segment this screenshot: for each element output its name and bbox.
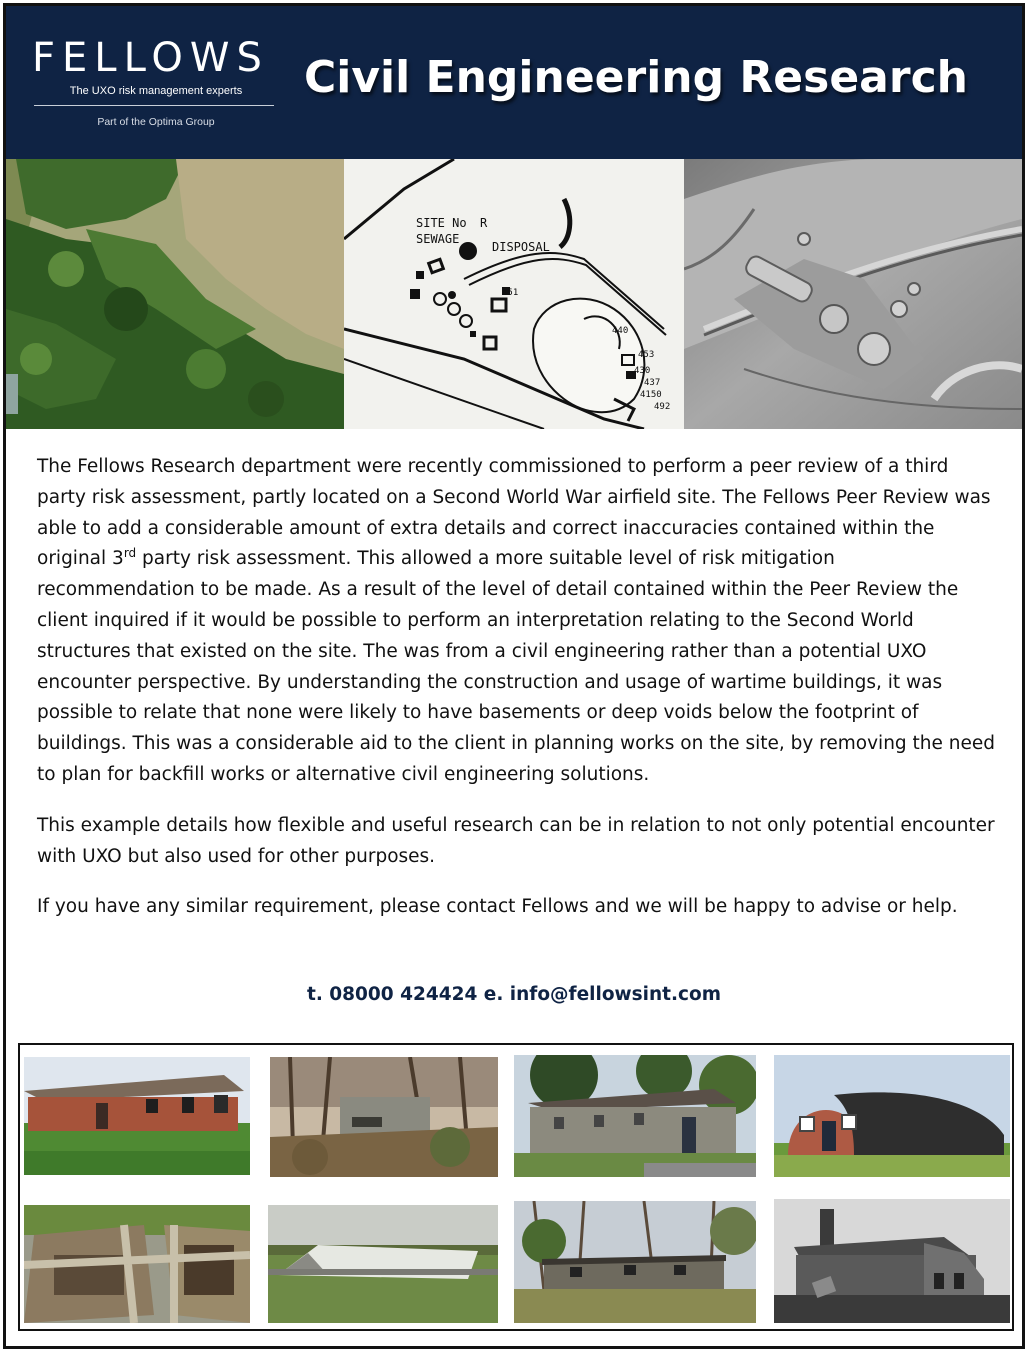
logo-tagline: The UXO risk management experts <box>69 85 243 97</box>
map-label-disposal: DISPOSAL <box>492 240 550 254</box>
contact-line: t. 08000 424424 e. info@fellowsint.com <box>306 984 721 1005</box>
wartime-site-map <box>344 159 684 429</box>
gallery-photo-woodland-bunker <box>270 1057 498 1177</box>
map-label-451: 451 <box>502 288 519 298</box>
aerial-photo <box>6 159 344 429</box>
body-paragraph-2: This example details how flexible and useful research can be in relation to not only potential encounter with UXO but also used for other purposes. <box>37 814 995 867</box>
banner-images <box>6 159 1022 429</box>
gallery-photo-brick-foundations <box>24 1205 250 1323</box>
gallery-photo-mono-building <box>774 1199 1010 1323</box>
logo-divider <box>34 105 274 106</box>
flyer-page <box>3 3 1025 1349</box>
map-label-437: 437 <box>644 378 661 388</box>
gallery-photo-timber-hut <box>514 1055 756 1177</box>
page-title: Civil Engineering Research <box>304 52 968 103</box>
body-paragraph-1: The Fellows Research department were recently commissioned to perform a peer review of a third party risk assessment, partly located on a Second World War airfield site. The Fellows Peer Review was able to add a considerable amount of extra details and correct inaccuracies contained within the original 3rd party risk assessment. This allowed a more suitable level of risk mitigation recommendation to be made. As a result of the level of detail contained within the Peer Review the client inquired if it would be possible to perform an interpretation relating to the Second World structures that existed on the site. The was from a civil engineering rather than a potential UXO encounter perspective. By understanding the construction and usage of wartime buildings, it was possible to relate that none were likely to have basements or deep voids below the footprint of buildings. This was a considerable aid to the client in planning works on the site, by removing the need to plan for backfill works or alternative civil engineering solutions. <box>37 456 996 785</box>
map-label-453: 453 <box>638 350 655 360</box>
header-bar <box>6 6 1022 159</box>
gallery-photo-nissen-hut <box>774 1055 1010 1177</box>
gallery-photo-brick-hut <box>24 1057 250 1175</box>
article-body <box>37 452 997 943</box>
map-label-492: 492 <box>654 402 671 412</box>
lidar-relief-image <box>684 159 1022 429</box>
gallery-photo-concrete-shelter <box>268 1205 498 1323</box>
building-photo-gallery <box>18 1043 1014 1331</box>
body-paragraph-3: If you have any similar requirement, please contact Fellows and we will be happy to advise or help. <box>37 896 958 918</box>
map-label-430: 430 <box>634 366 651 376</box>
map-label-440: 440 <box>612 326 629 336</box>
map-label-site-letter: R <box>480 216 488 230</box>
fellows-logo: FELLOWS <box>32 35 269 81</box>
logo-group-line: Part of the Optima Group <box>97 116 215 128</box>
gallery-photo-derelict-hut <box>514 1201 756 1323</box>
map-label-site-no: SITE No <box>416 216 467 230</box>
map-label-4150: 4150 <box>640 390 662 400</box>
map-label-sewage: SEWAGE <box>416 232 460 246</box>
